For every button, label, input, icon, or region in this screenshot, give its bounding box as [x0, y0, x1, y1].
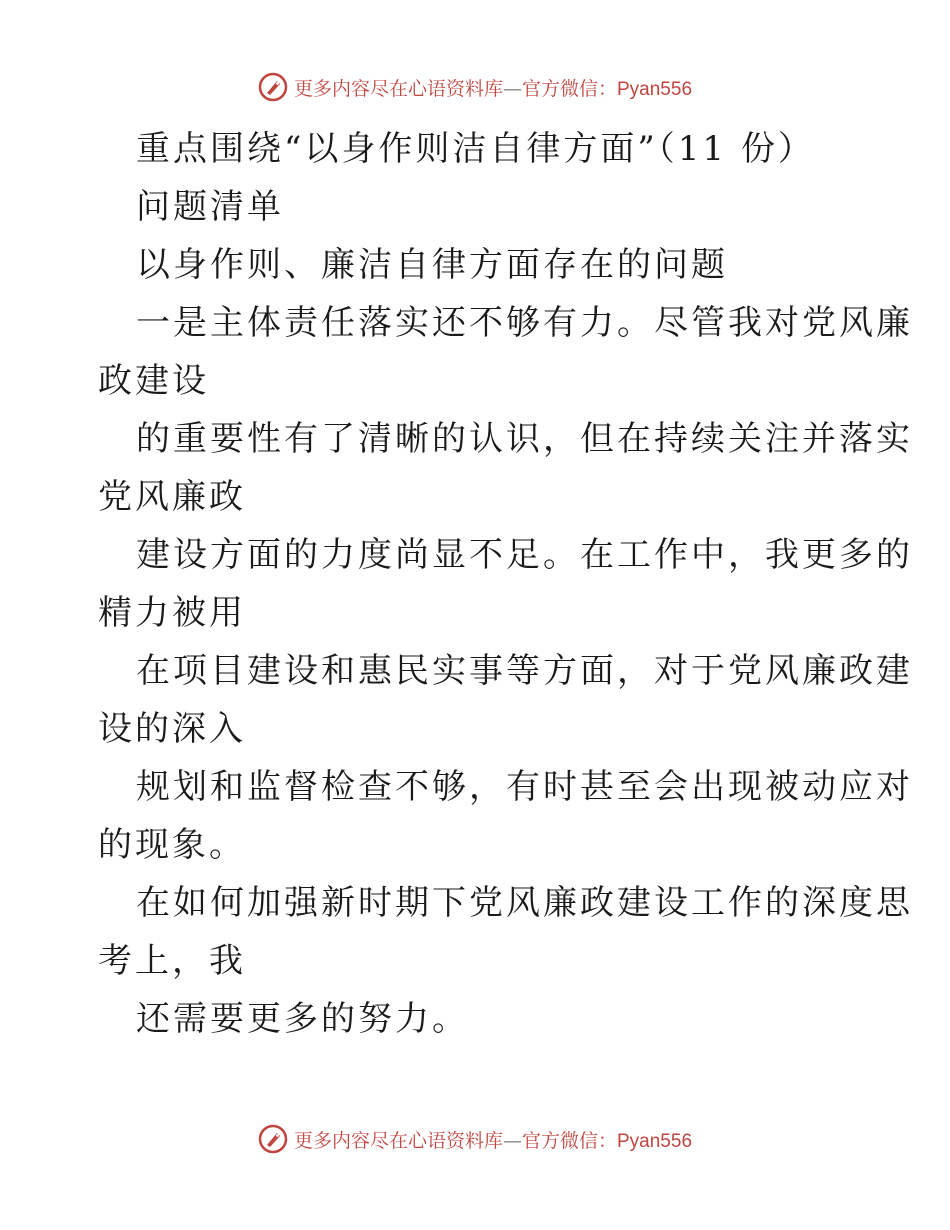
- paragraph-line: 在如何加强新时期下党风廉政建设工作的深度思: [136, 883, 913, 923]
- watermark-tail: 官方微信：: [521, 77, 617, 100]
- watermark-main: 更多内容尽在心语资料库: [293, 1129, 503, 1152]
- header-watermark: [0, 72, 950, 102]
- paragraph-line: 的重要性有了清晰的认识，但在持续关注并落实: [136, 419, 913, 459]
- paragraph-line: 规划和监督检查不够，有时甚至会出现被动应对: [136, 767, 913, 807]
- watermark-dash: —: [502, 77, 522, 100]
- watermark-dash: —: [502, 1129, 522, 1152]
- footer-watermark: [0, 1124, 950, 1154]
- pen-nib-logo-icon: [258, 1124, 288, 1154]
- doc-subtitle: 问题清单: [136, 187, 284, 227]
- paragraph-line: 在项目建设和惠民实事等方面，对于党风廉政建: [136, 651, 913, 691]
- watermark-text: [294, 1126, 692, 1153]
- watermark-tail: 官方微信：: [521, 1129, 617, 1152]
- watermark-text: [294, 74, 692, 101]
- pen-nib-logo-icon: [258, 72, 288, 102]
- watermark-handle: Pyan556: [617, 78, 693, 100]
- doc-title: 重点围绕“以身作则洁自律方面”（11 份）: [136, 129, 815, 169]
- section-heading: 以身作则、廉洁自律方面存在的问题: [136, 245, 728, 285]
- paragraph-line: 考上，我: [98, 941, 246, 981]
- paragraph-line: 精力被用: [98, 593, 246, 633]
- paragraph-line: 建设方面的力度尚显不足。在工作中，我更多的: [136, 535, 913, 575]
- paragraph-line: 党风廉政: [98, 477, 246, 517]
- watermark-main: 更多内容尽在心语资料库: [293, 77, 503, 100]
- paragraph-line: 的现象。: [98, 825, 246, 865]
- paragraph-line: 一是主体责任落实还不够有力。尽管我对党风廉: [136, 303, 913, 343]
- document-body: [98, 120, 913, 1048]
- paragraph-line: 政建设: [98, 361, 209, 401]
- watermark-handle: Pyan556: [617, 1130, 693, 1152]
- paragraph-line: 设的深入: [98, 709, 246, 749]
- paragraph-line: 还需要更多的努力。: [136, 999, 469, 1039]
